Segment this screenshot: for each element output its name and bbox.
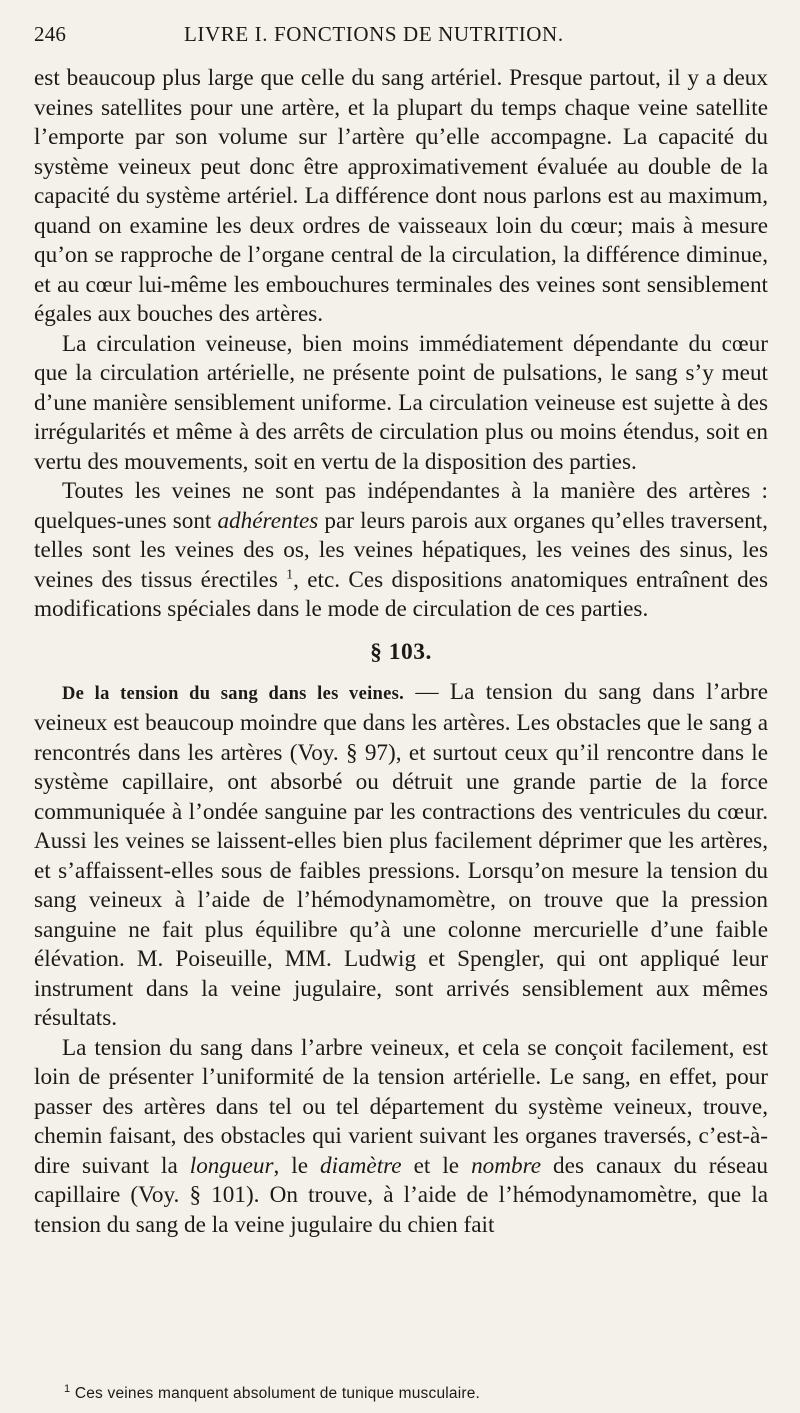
italic-term: diamètre (320, 1152, 402, 1179)
page-header (34, 22, 768, 64)
text-span: , etc. Ces dispositions anatomiques entraînent des modifications spéciales dans le mode de circulation de ces parties. (34, 566, 768, 622)
text-span: , le (273, 1152, 321, 1179)
paragraph-continued: est beaucoup plus large que celle du sang artériel. Presque partout, il y a deux veines satellites pour une artère, et la plupart du temps chaque veine satellite l’emporte par son volume sur l’artère qu’elle accompagne. La capacité du système veineux peut donc être approximativement évaluée au double de la capacité du système artériel. La différence dont nous parlons est au maximum, quand on examine les deux ordres de vaisseaux loin du cœur; mais à mesure qu’on se rapproche de l’organe central de la circulation, la différence diminue, et au cœur lui-même les embouchures terminales des veines sont sensiblement égales aux bouches des artères. (34, 65, 768, 327)
footnote-marker: 1 (64, 1383, 71, 1395)
italic-term: longueur (189, 1152, 274, 1179)
section-heading: § 103. (370, 638, 432, 665)
body-text (34, 64, 768, 1240)
text-span: Toutes les veines ne sont pas indépendantes à la manière des artères : quelques-unes sont (34, 478, 768, 534)
footnote-text: Ces veines manquent absolument de tunique musculaire. (70, 1385, 481, 1403)
paragraph-venous-circulation: La circulation veineuse, bien moins immédiatement dépendante du cœur que la circulation artérielle, ne présente point de pulsations, le sang s’y meut d’une manière sensiblement uniforme. La circulation veineuse est sujette à des irrégularités et même à des arrêts de circulation plus ou moins étendus, soit en vertu des mouvements, soit en vertu de la disposition des parties. (34, 330, 768, 475)
text-span: des canaux du réseau capillaire (Voy. § 101). On trouve, à l’aide de l’hémodynamomètre, que la tension du sang de la veine jugulaire du chien fait (34, 1152, 769, 1238)
italic-term: adhérentes (217, 507, 319, 534)
paragraph-rubric: De la tension du sang dans les veines. (62, 683, 405, 704)
paragraph-adherent-veins (34, 477, 768, 625)
footnote (64, 1383, 480, 1403)
text-span: — La tension du sang dans l’arbre veineux est beaucoup moindre que dans les artères. Les obstacles que le sang a rencontrés dans les artères (Voy. § 97), et surtout ceux qu’il rencontre dans le système capillaire, ont absorbé ou détruit une grande partie de la force communiquée à l’ondée sanguine par les contractions des ventricules du cœur. Aussi les veines se laissent-elles bien plus facilement déprimer que les artères, et s’affaissent-elles sous de faibles pressions. Lorsqu’on mesure la tension du sang veineux à l’aide de l’hémodynamomètre, on trouve que la pression sanguine ne fait plus équilibre qu’à une colonne mercurielle d’une faible élévation. M. Poiseuille, MM. Ludwig et Spengler, qui ont appliqué leur instrument dans la veine jugulaire, sont arrivés sensiblement aux mêmes résultats. (34, 678, 768, 1031)
text-span: La tension du sang dans l’arbre veineux, et cela se conçoit facilement, est loin de présenter l’uniformité de la tension artérielle. Le sang, en effet, pour passer des artères dans tel ou tel département du système veineux, trouve, chemin faisant, des obstacles qui varient suivant les organes traversés, c’est-à-dire suivant la (34, 1034, 768, 1179)
paragraph-venous-tension (34, 678, 768, 1034)
running-title: LIVRE I. FONCTIONS DE NUTRITION. (184, 22, 564, 46)
text-span: et le (401, 1152, 472, 1179)
page-number: 246 (34, 22, 67, 46)
italic-term: nombre (471, 1152, 542, 1179)
paragraph-tension-variation (34, 1034, 768, 1241)
footnote-reference: 1 (286, 566, 294, 582)
text-span: par leurs parois aux organes qu’elles traversent, telles sont les veines des os, les veines hépatiques, les veines des sinus, les veines des tissus érectiles (34, 507, 768, 593)
